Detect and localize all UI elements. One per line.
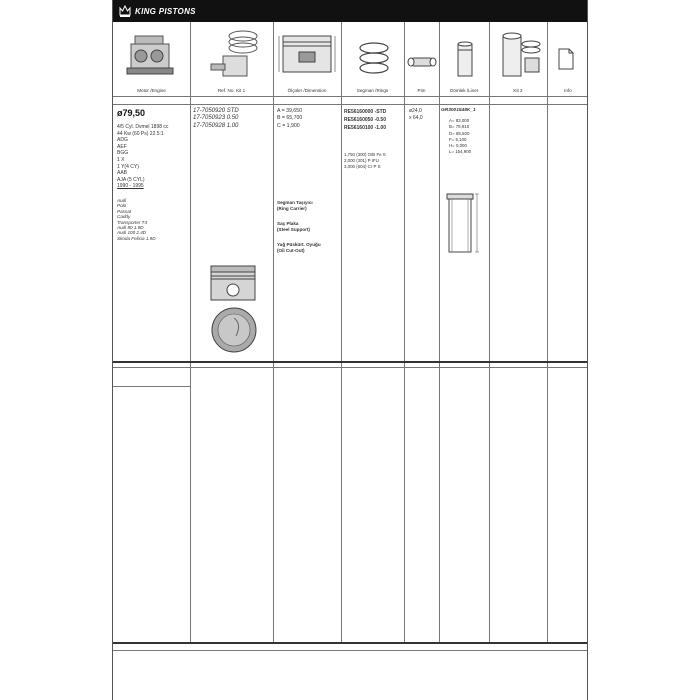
header-divider <box>113 104 587 105</box>
engine-spec-line: 1 Y(4 CY) <box>117 163 139 170</box>
engine-spec-line: 44 Kw (60 Ps) 22.5:1 <box>117 130 164 137</box>
liner-diagram <box>443 190 485 256</box>
header-rings: Segman /Rings <box>356 88 389 93</box>
kit1-item: 17-7050923 0.50 <box>193 115 239 122</box>
ring-spec: 2,000 (301) P IFU <box>344 157 379 163</box>
liner-spec: F= 5,100 <box>449 136 467 142</box>
vehicle-item: Audi 80 1.9D <box>117 225 144 231</box>
catalog-sheet <box>112 0 588 700</box>
note-title: Saç Plaka <box>277 220 299 226</box>
col-divider <box>439 22 440 642</box>
col-divider <box>273 22 274 642</box>
header-engine: Motor /Engine <box>137 88 166 93</box>
note-sub: (Oil Cut-Out) <box>277 248 305 254</box>
row-divider <box>113 650 587 651</box>
engine-years: 1990 - 1995 <box>117 183 144 190</box>
header-kit1: Ref. No. Kit 1 <box>217 88 246 93</box>
ring-spec: 1,750 (300) O/B Fe S <box>344 152 386 157</box>
vehicle-item: Transporter T4 <box>117 219 148 225</box>
note-sub: (Steel Support) <box>277 227 310 233</box>
row-divider <box>113 361 587 363</box>
ring-codes <box>344 108 386 133</box>
dimension-diagram-icon <box>277 28 337 80</box>
header-bar <box>113 0 587 22</box>
vehicle-item: Caddy <box>117 214 131 220</box>
header-pins: Pim <box>417 88 426 93</box>
engine-spec-line: 4/5 Cyl. Dvmel 1898 cc <box>117 124 169 130</box>
row-divider <box>113 386 190 387</box>
liner-specs <box>449 118 471 156</box>
pin-specs <box>409 108 423 122</box>
header-kit2: Kit 2 <box>513 88 523 93</box>
kit1-list <box>193 108 239 130</box>
header-dimension: Ölçüler /Dimension <box>287 88 327 93</box>
engine-spec-line: AJA (5 CYL) <box>117 176 145 183</box>
liner-spec: A= 83,000 <box>449 118 470 123</box>
vehicle-item: Skoda Felicia 1.9D <box>117 235 156 241</box>
rings-icon <box>357 40 391 80</box>
note-title: Segman Taşıyıcı <box>277 200 313 205</box>
engine-spec-line: ADG <box>117 137 128 144</box>
crown-logo-icon <box>119 4 131 18</box>
piston-top-image <box>209 306 259 354</box>
pin-diameter: ø24,0 <box>409 108 422 114</box>
info-document-icon <box>557 48 575 70</box>
vehicle-item: Polo <box>117 203 127 209</box>
engine-bore: ø79,50 <box>117 108 146 118</box>
row-divider <box>113 367 587 368</box>
pin-icon <box>406 52 438 72</box>
ring-code: RE56160000 -STD <box>344 109 387 115</box>
engine-spec-line: AEF <box>117 143 127 150</box>
engine-spec-line: 1 X <box>117 156 125 163</box>
ring-code: RE56160100 -1.00 <box>344 125 386 132</box>
col-divider <box>190 22 191 362</box>
liner-spec: B= 79,910 <box>449 124 470 130</box>
piston-side-image <box>207 262 259 302</box>
ring-specs <box>344 152 386 169</box>
note-title: Yağ Püskürt. Oyuğu <box>277 241 321 247</box>
dimension-value: B = 65,700 <box>277 115 303 122</box>
col-divider <box>341 22 342 642</box>
engine-block-icon <box>125 30 177 80</box>
kit2-icon <box>497 30 543 84</box>
piston-kit-icon <box>203 26 263 82</box>
vehicle-item: Audi <box>117 198 127 203</box>
liner-spec: H= 0,000 <box>449 143 467 149</box>
engine-spec-line: AAB <box>117 170 128 177</box>
vehicle-list <box>117 198 156 241</box>
kit1-item: 17-7050920 STD <box>193 108 239 114</box>
ring-spec: 3,000 (604) Cr P S <box>344 163 381 169</box>
col-divider <box>404 22 405 642</box>
ring-code: RE56160050 -0.50 <box>344 117 386 124</box>
liner-spec: D= 85,600 <box>449 130 470 136</box>
vehicle-item: Audi 100 2.4D <box>117 230 147 236</box>
engine-spec-line: BGG <box>117 150 129 157</box>
col-divider <box>547 22 548 642</box>
header-liner: Gömlek /Liner <box>449 88 479 93</box>
dimension-value: C = 1,900 <box>277 122 300 129</box>
liner-icon <box>455 40 475 80</box>
vehicle-item: Passat <box>117 208 132 214</box>
brand <box>119 4 196 18</box>
kit1-item: 17-7050928 1.00 <box>193 122 239 129</box>
row-divider <box>113 642 587 644</box>
engine-specs <box>117 124 168 190</box>
dimension-values <box>277 108 302 130</box>
pin-length: x 64,0 <box>409 115 423 121</box>
header-info: Info <box>564 88 572 93</box>
brand-name: KING PISTONS <box>135 6 196 16</box>
col-divider <box>489 22 490 642</box>
col-divider <box>190 362 191 642</box>
note-sub: (Ring Carrier) <box>277 206 307 212</box>
liner-spec: L= 154,900 <box>449 149 472 155</box>
dimension-notes <box>277 200 321 254</box>
dimension-value: A = 39,650 <box>277 108 302 114</box>
liner-code: GR3001548K_1 <box>441 108 476 113</box>
